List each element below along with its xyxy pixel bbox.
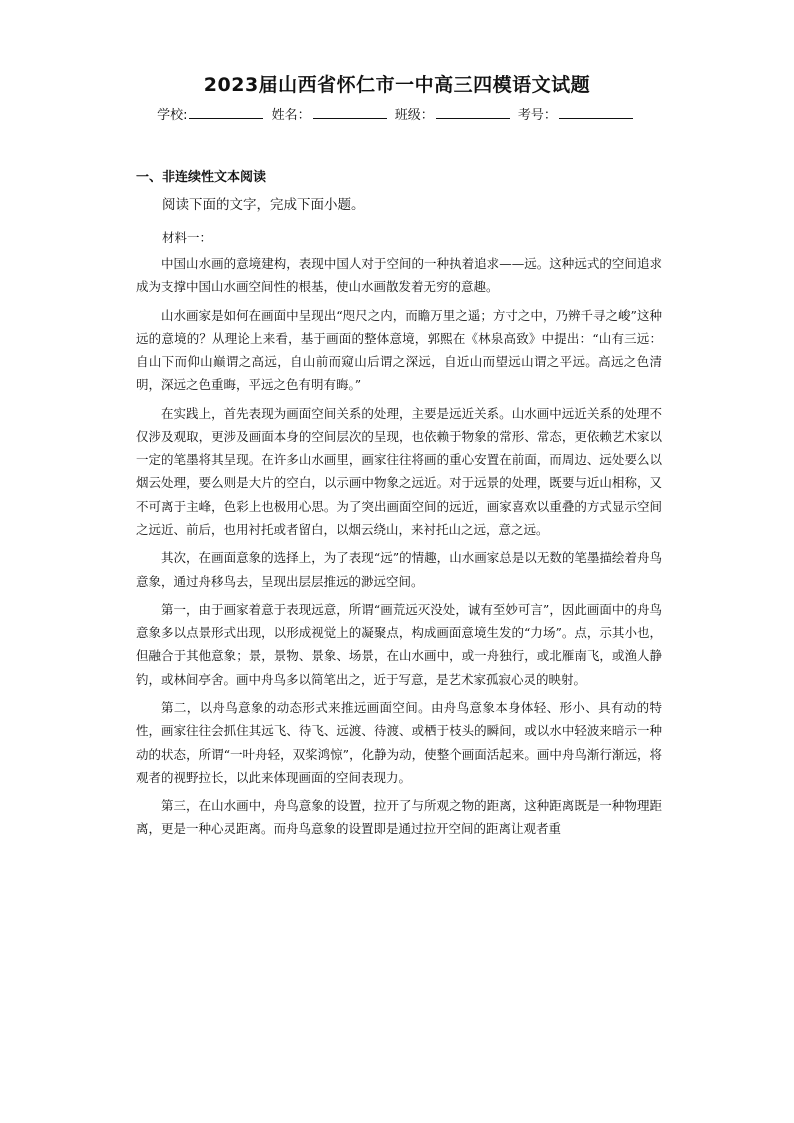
paragraph: 中国山水画的意境建构，表现中国人对于空间的一种执着追求——远。这种远式的空间追求成为支撑中国山水画空间性的根基，使山水画散发着无穷的意趣。	[136, 256, 662, 295]
exam-number-blank	[559, 106, 633, 119]
name-label: 姓名：	[271, 108, 311, 123]
article-body	[136, 252, 662, 846]
section-heading: 一、非连续性文本阅读	[136, 170, 267, 185]
material-label: 材料一：	[162, 230, 213, 245]
class-label: 班级：	[394, 108, 434, 123]
paragraph: 其次，在画面意象的选择上，为了表现“远”的情趣，山水画家总是以无数的笔墨描绘着舟鸟意象，通过舟移鸟去，呈现出层层推远的渺远空间。	[136, 550, 662, 589]
exam-number-label: 考号：	[517, 108, 557, 123]
paragraph: 第三，在山水画中，舟鸟意象的设置，拉开了与所观之物的距离，这种距离既是一种物理距离，更是一种心灵距离。而舟鸟意象的设置即是通过拉开空间的距离让观者重	[136, 798, 662, 837]
paragraph: 山水画家是如何在画面中呈现出“咫尺之内，而瞻万里之遥；方寸之中，乃辨千寻之峻”这种远的意境的？从理论上来看，基于画面的整体意境，郭熙在《林泉高致》中提出：“山有三远：自山下而仰山巅谓之高远，自山前而窥山后谓之深远，自近山而望远山谓之平远。高远之色清明，深远之色重晦，平远之色有明有晦。”	[136, 307, 662, 393]
page-title: 2023届山西省怀仁市一中高三四模语文试题	[203, 74, 591, 96]
paragraph: 在实践上，首先表现为画面空间关系的处理，主要是远近关系。山水画中远近关系的处理不仅涉及观取，更涉及画面本身的空间层次的呈现，也依赖于物象的常形、常态，更依赖艺术家以一定的笔墨将其呈现。在许多山水画里，画家往往将画的重心安置在前面，而周边、远处要么以烟云处理，要么则是大片的空白，以示画中物象之远近。对于远景的处理，既要与近山相称，又不可离于主峰，色彩上也极用心思。为了突出画面空间的远近，画家喜欢以重叠的方式显示空间之远近、前后，也用衬托或者留白，以烟云绕山，来衬托山之远，意之远。	[136, 405, 662, 537]
school-blank	[189, 106, 263, 119]
name-blank	[313, 106, 387, 119]
class-blank	[436, 106, 510, 119]
instruction: 阅读下面的文字，完成下面小题。	[162, 197, 365, 213]
paragraph: 第二，以舟鸟意象的动态形式来推远画面空间。由舟鸟意象本身体轻、形小、具有动的特性，画家往往会抓住其远飞、待飞、远渡、待渡、或栖于枝头的瞬间，或以水中轻波来暗示一种动的状态，所谓“一叶舟轻，双桨鸿惊”，化静为动，使整个画面活起来。画中舟鸟渐行渐远，将观者的视野拉长，以此来体现画面的空间表现力。	[136, 700, 662, 785]
student-info-line	[0, 104, 794, 123]
school-label: 学校:	[157, 108, 188, 123]
paragraph: 第一，由于画家着意于表现远意，所谓“画荒远灭没处，诚有至妙可言”，因此画面中的舟鸟意象多以点景形式出现，以形成视觉上的凝聚点，构成画面意境生发的“力场”。点，示其小也，但融合于其他意象；景，景物、景象、场景，在山水画中，或一舟独行，或北雁南飞，或渔人静钓，或林间亭舍。画中舟鸟多以简笔出之，近于写意，是艺术家孤寂心灵的映射。	[136, 602, 662, 687]
